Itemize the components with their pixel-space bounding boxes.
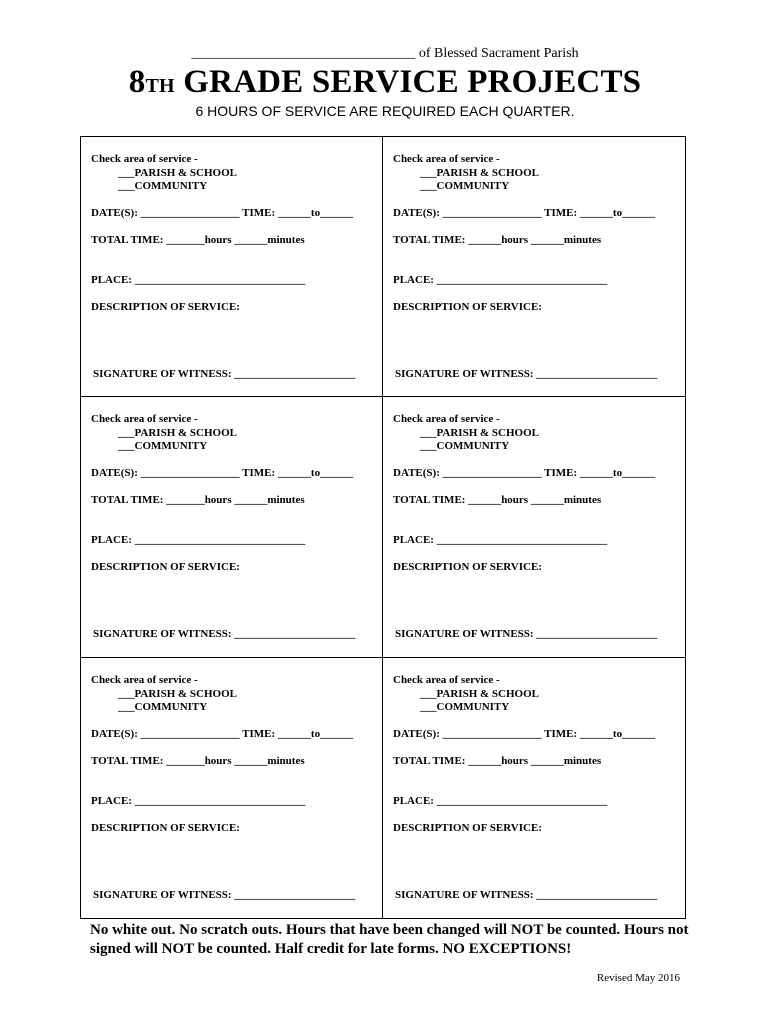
parish-school-checkbox[interactable]: ___PARISH & SCHOOL — [118, 687, 237, 700]
date-time-field[interactable]: DATE(S): __________________ TIME: ______to______ — [393, 727, 656, 740]
community-checkbox[interactable]: ___COMMUNITY — [118, 180, 208, 192]
community-checkbox[interactable]: ___COMMUNITY — [118, 440, 208, 453]
community-checkbox[interactable]: ___COMMUNITY — [420, 440, 510, 453]
total-time-field[interactable]: TOTAL TIME: _______hours ______minutes — [91, 234, 305, 246]
total-time-field[interactable]: TOTAL TIME: ______hours ______minutes — [393, 754, 602, 767]
witness-signature-field[interactable]: SIGNATURE OF WITNESS: ______________________ — [395, 628, 658, 641]
date-time-field[interactable]: DATE(S): __________________ TIME: ______to______ — [91, 207, 354, 219]
total-time-field[interactable]: TOTAL TIME: ______hours ______minutes — [393, 234, 602, 246]
page-subtitle: 6 HOURS OF SERVICE ARE REQUIRED EACH QUARTER. — [195, 103, 575, 119]
service-form — [383, 397, 685, 657]
place-field[interactable]: PLACE: _______________________________ — [393, 794, 608, 807]
place-field[interactable]: PLACE: _______________________________ — [91, 794, 306, 807]
description-field[interactable]: DESCRIPTION OF SERVICE: — [393, 821, 542, 834]
date-time-field[interactable]: DATE(S): __________________ TIME: ______to______ — [91, 467, 354, 480]
title-number: 8 — [128, 64, 146, 100]
parish-school-checkbox[interactable]: ___PARISH & SCHOOL — [420, 687, 539, 700]
parish-school-checkbox[interactable]: ___PARISH & SCHOOL — [118, 427, 237, 440]
place-field[interactable]: PLACE: _______________________________ — [91, 274, 306, 286]
description-field[interactable]: DESCRIPTION OF SERVICE: — [393, 561, 542, 574]
service-form — [81, 658, 383, 918]
service-form — [383, 137, 685, 397]
rules-note: No white out. No scratch outs. Hours that have been changed will NOT be counted. Hours not signed will NOT be counted. Half credit for late forms. NO EXCEPTIONS! — [90, 922, 689, 957]
revised-date: Revised May 2016 — [596, 972, 680, 984]
service-form — [81, 397, 383, 657]
total-time-field[interactable]: TOTAL TIME: _______hours ______minutes — [91, 754, 305, 767]
check-area-label: Check area of service - — [393, 153, 500, 165]
description-field[interactable]: DESCRIPTION OF SERVICE: — [393, 301, 542, 313]
parish-school-checkbox[interactable]: ___PARISH & SCHOOL — [420, 167, 539, 179]
description-field[interactable]: DESCRIPTION OF SERVICE: — [91, 561, 240, 574]
place-field[interactable]: PLACE: _______________________________ — [393, 534, 608, 547]
date-time-field[interactable]: DATE(S): __________________ TIME: ______to______ — [91, 727, 354, 740]
witness-signature-field[interactable]: SIGNATURE OF WITNESS: ______________________ — [395, 368, 658, 380]
parish-name-line[interactable]: ________________________________ of Blessed Sacrament Parish — [191, 46, 579, 61]
parish-school-checkbox[interactable]: ___PARISH & SCHOOL — [118, 167, 237, 179]
service-form — [81, 137, 383, 397]
check-area-label: Check area of service - — [393, 673, 500, 686]
title-suffix: TH — [145, 75, 175, 97]
check-area-label: Check area of service - — [91, 153, 198, 165]
total-time-field[interactable]: TOTAL TIME: _______hours ______minutes — [91, 494, 305, 507]
witness-signature-field[interactable]: SIGNATURE OF WITNESS: ______________________ — [93, 628, 356, 641]
community-checkbox[interactable]: ___COMMUNITY — [420, 180, 510, 192]
witness-signature-field[interactable]: SIGNATURE OF WITNESS: ______________________ — [395, 888, 658, 901]
place-field[interactable]: PLACE: _______________________________ — [91, 534, 306, 547]
witness-signature-field[interactable]: SIGNATURE OF WITNESS: ______________________ — [93, 368, 356, 380]
check-area-label: Check area of service - — [91, 413, 198, 426]
parish-school-checkbox[interactable]: ___PARISH & SCHOOL — [420, 427, 539, 440]
page-title — [0, 64, 770, 101]
title-text: GRADE SERVICE PROJECTS — [174, 64, 642, 100]
description-field[interactable]: DESCRIPTION OF SERVICE: — [91, 821, 240, 834]
description-field[interactable]: DESCRIPTION OF SERVICE: — [91, 301, 240, 313]
date-time-field[interactable]: DATE(S): __________________ TIME: ______to______ — [393, 207, 656, 219]
place-field[interactable]: PLACE: _______________________________ — [393, 274, 608, 286]
community-checkbox[interactable]: ___COMMUNITY — [420, 700, 510, 713]
check-area-label: Check area of service - — [91, 673, 198, 686]
total-time-field[interactable]: TOTAL TIME: ______hours ______minutes — [393, 494, 602, 507]
check-area-label: Check area of service - — [393, 413, 500, 426]
community-checkbox[interactable]: ___COMMUNITY — [118, 700, 208, 713]
service-forms-grid — [80, 136, 686, 919]
service-form — [383, 658, 685, 918]
witness-signature-field[interactable]: SIGNATURE OF WITNESS: ______________________ — [93, 888, 356, 901]
date-time-field[interactable]: DATE(S): __________________ TIME: ______to______ — [393, 467, 656, 480]
